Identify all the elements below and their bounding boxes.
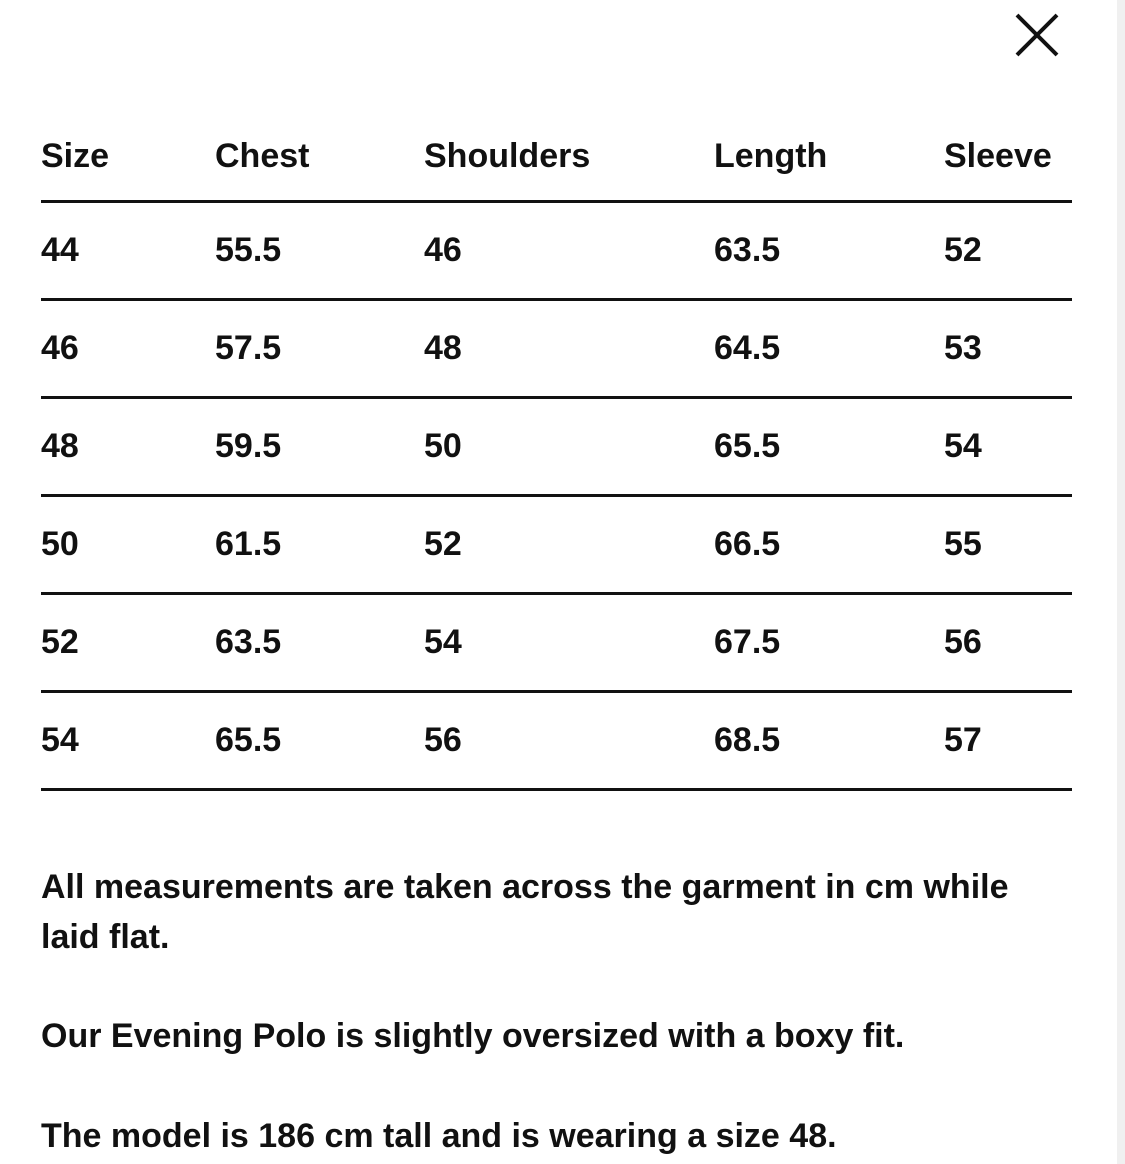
cell-length: 66.5	[714, 525, 781, 563]
cell-sleeve: 56	[944, 623, 982, 661]
cell-size: 44	[41, 231, 79, 269]
header-length: Length	[714, 137, 828, 175]
cell-shoulders: 50	[424, 427, 462, 465]
header-size: Size	[41, 137, 110, 175]
cell-sleeve: 52	[944, 231, 982, 269]
cell-chest: 61.5	[215, 525, 282, 563]
cell-size: 46	[41, 329, 79, 367]
cell-length: 67.5	[714, 623, 781, 661]
cell-sleeve: 54	[944, 427, 982, 465]
cell-chest: 57.5	[215, 329, 282, 367]
header-shoulders: Shoulders	[424, 137, 591, 175]
cell-chest: 59.5	[215, 427, 282, 465]
measurement-note: All measurements are taken across the garment in cm while laid flat.	[41, 868, 1009, 956]
table-row	[41, 595, 1072, 693]
cell-length: 63.5	[714, 231, 781, 269]
cell-size: 54	[41, 721, 79, 759]
cell-chest: 55.5	[215, 231, 282, 269]
cell-shoulders: 56	[424, 721, 462, 759]
cell-shoulders: 52	[424, 525, 462, 563]
cell-length: 65.5	[714, 427, 781, 465]
model-note: The model is 186 cm tall and is wearing a size 48.	[41, 1117, 837, 1155]
cell-size: 48	[41, 427, 79, 465]
table-row	[41, 301, 1072, 399]
cell-size: 50	[41, 525, 79, 563]
cell-chest: 65.5	[215, 721, 282, 759]
header-sleeve: Sleeve	[944, 137, 1052, 175]
table-row	[41, 497, 1072, 595]
cell-chest: 63.5	[215, 623, 282, 661]
cell-sleeve: 57	[944, 721, 982, 759]
cell-length: 64.5	[714, 329, 781, 367]
header-chest: Chest	[215, 137, 310, 175]
cell-shoulders: 54	[424, 623, 462, 661]
size-chart-table	[41, 108, 1072, 791]
cell-sleeve: 55	[944, 525, 982, 563]
close-icon	[1012, 10, 1062, 60]
table-row	[41, 693, 1072, 791]
cell-length: 68.5	[714, 721, 781, 759]
fit-note: Our Evening Polo is slightly oversized with a boxy fit.	[41, 1017, 905, 1055]
table-header-row	[41, 108, 1072, 203]
cell-size: 52	[41, 623, 79, 661]
cell-shoulders: 46	[424, 231, 462, 269]
close-button[interactable]	[1012, 10, 1062, 60]
cell-sleeve: 53	[944, 329, 982, 367]
cell-shoulders: 48	[424, 329, 462, 367]
table-row	[41, 399, 1072, 497]
scrollbar-track[interactable]	[1117, 0, 1125, 1164]
table-row	[41, 203, 1072, 301]
